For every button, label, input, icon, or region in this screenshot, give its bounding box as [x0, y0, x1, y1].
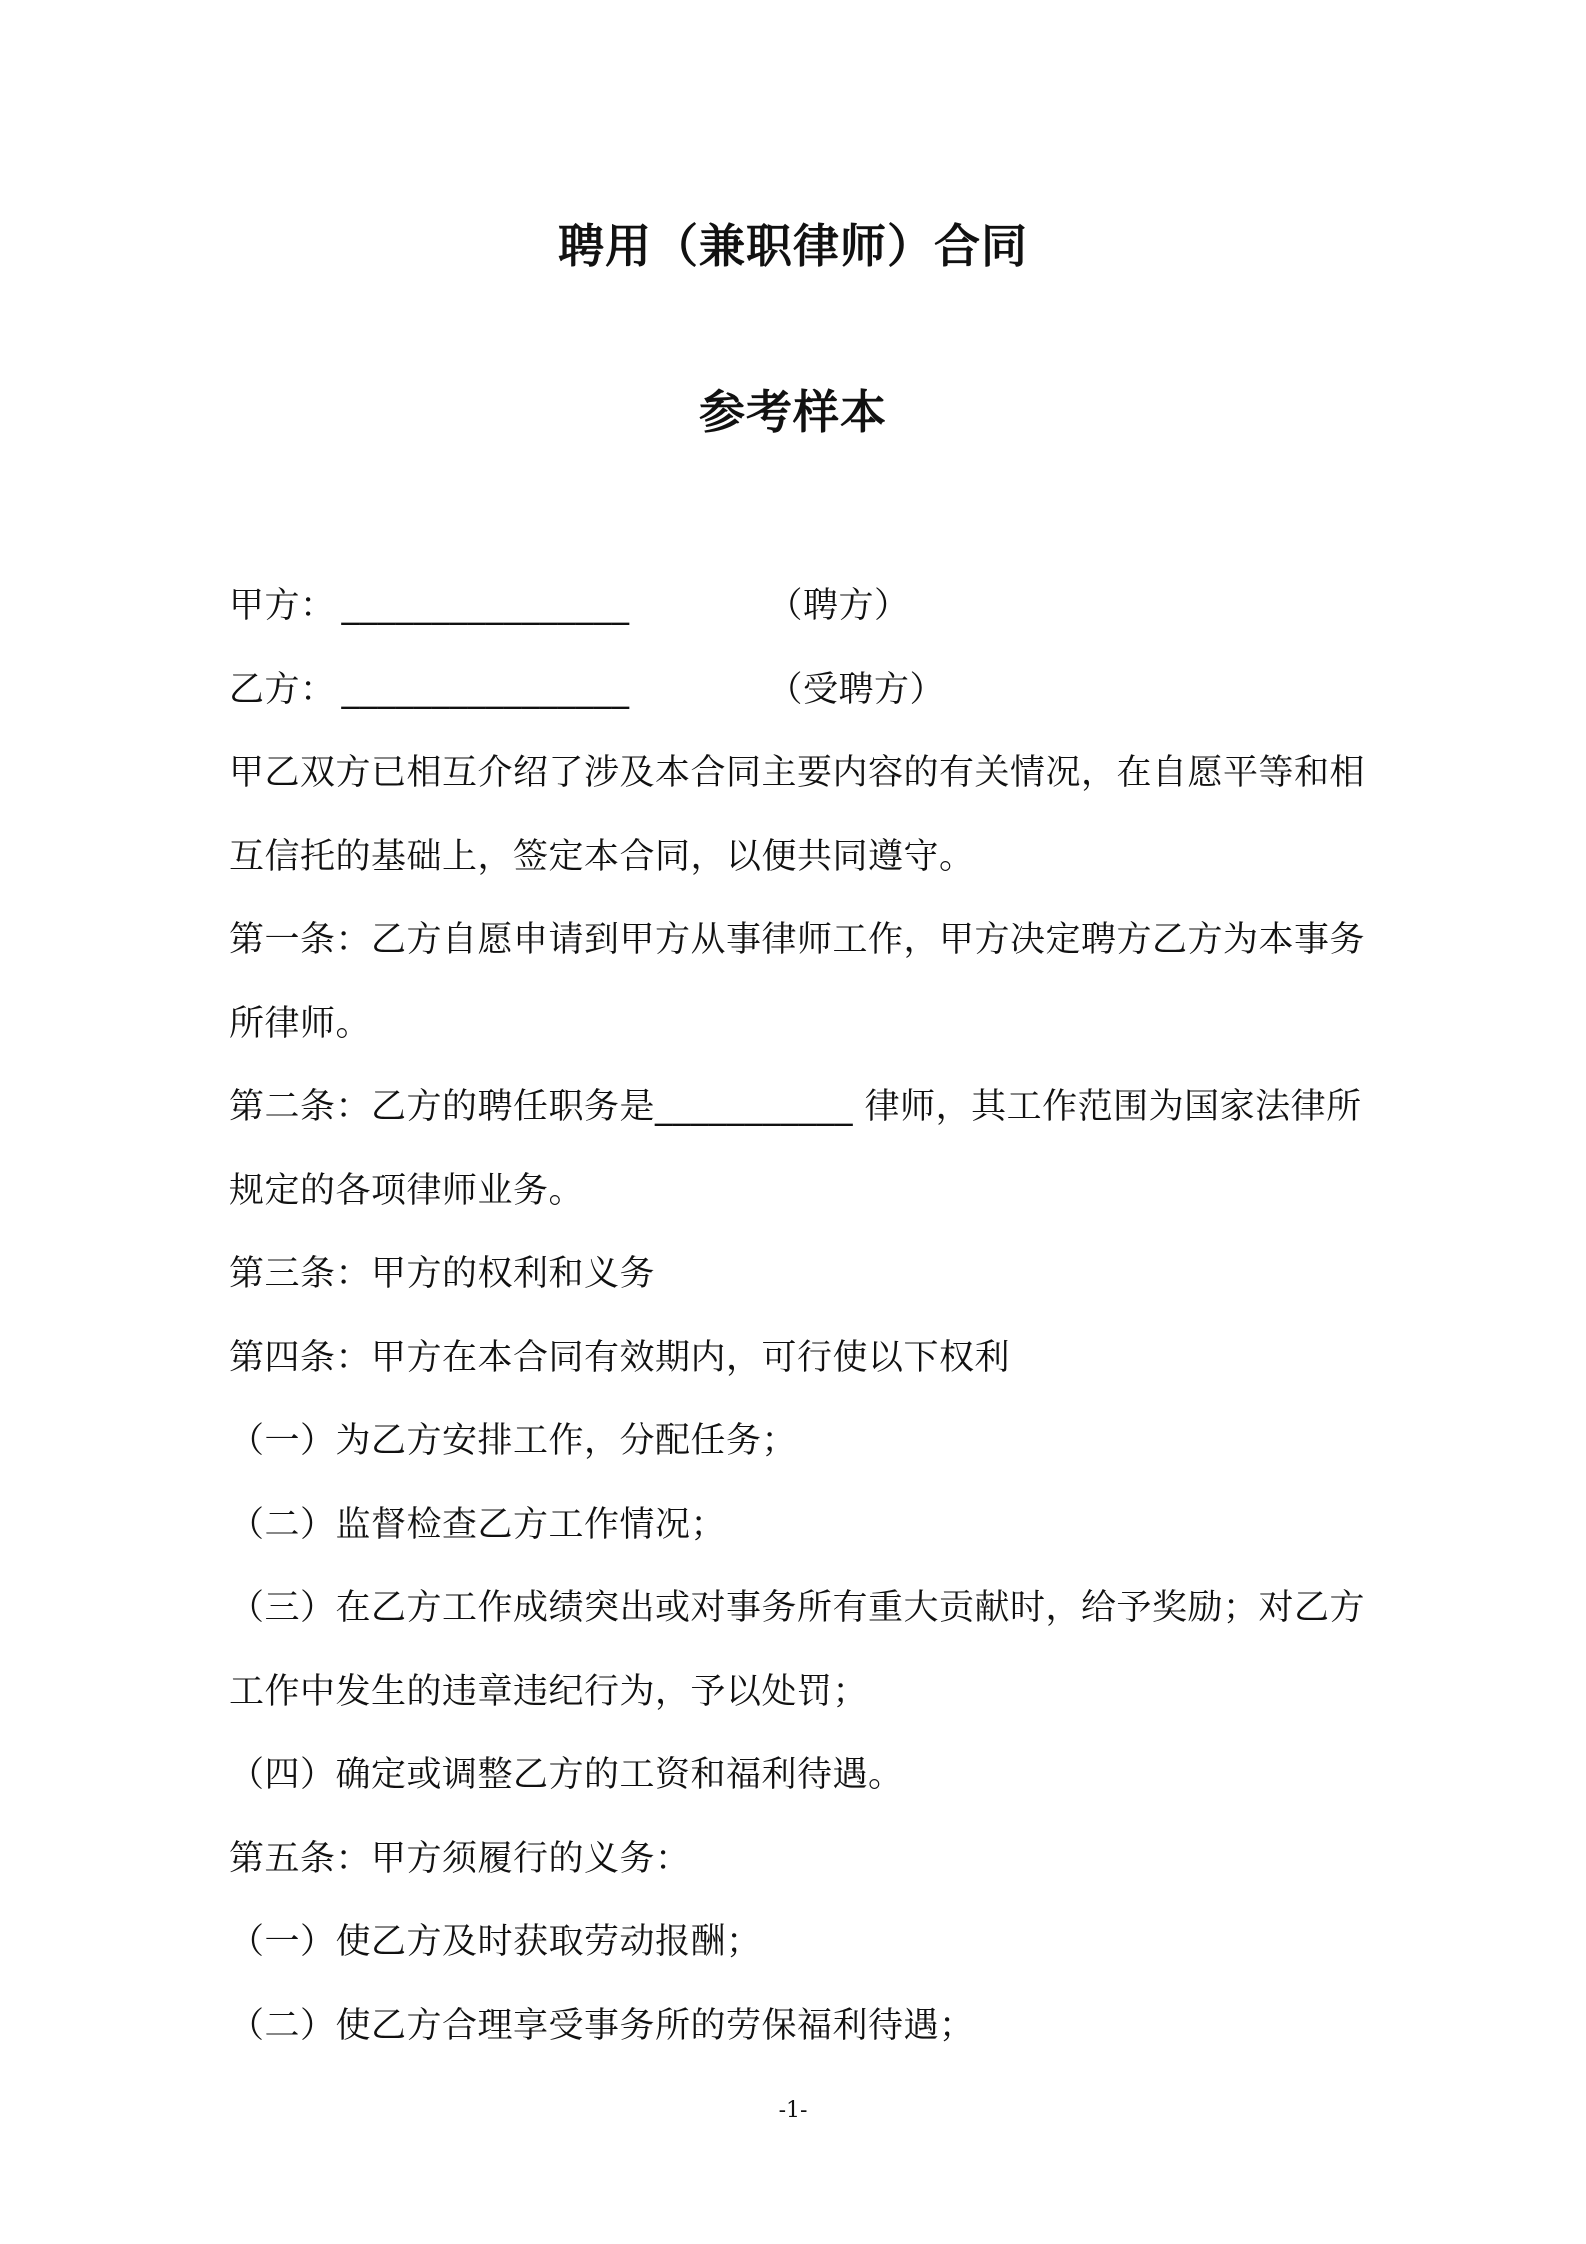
list-item: （一）使乙方及时获取劳动报酬；	[229, 1922, 762, 1962]
document-subtitle: 参考样本	[699, 385, 887, 439]
article-2-line: 第二条：乙方的聘任职务是___________ 律师，其工作范围为国家法律所	[229, 1087, 1362, 1127]
party-b-line	[229, 660, 1439, 744]
article-4-line: 第四条：甲方在本合同有效期内，可行使以下权利	[229, 1337, 1011, 1378]
text-line: 互信托的基础上，签定本合同，以便共同遵守。	[229, 836, 975, 877]
document-title: 聘用（兼职律师）合同	[558, 219, 1028, 273]
text-line: 所律师。	[229, 1003, 372, 1044]
page-number: -1-	[778, 2098, 808, 2123]
list-item: （四）确定或调整乙方的工资和福利待遇。	[229, 1755, 904, 1795]
party-a-label: 甲方：	[229, 586, 336, 626]
article-5-line: 第五条：甲方须履行的义务：	[229, 1838, 691, 1879]
list-item: （二）监督检查乙方工作情况；	[229, 1504, 727, 1545]
party-b-role: （受聘方）	[767, 669, 946, 710]
list-item: （一）为乙方安排工作，分配任务；	[229, 1421, 798, 1461]
article-1-line: 第一条：乙方自愿申请到甲方从事律师工作，甲方决定聘方乙方为本事务	[229, 920, 1366, 960]
article-3-line: 第三条：甲方的权利和义务	[229, 1254, 656, 1294]
party-a-line	[229, 576, 1439, 660]
text-line: 甲乙双方已相互介绍了涉及本合同主要内容的有关情况，在自愿平等和相	[229, 753, 1366, 793]
party-a-role: （聘方）	[767, 586, 910, 626]
party-b-blank: ________________	[341, 669, 630, 710]
party-b-label: 乙方：	[229, 669, 336, 710]
text-line: 工作中发生的违章违纪行为，予以处罚；	[229, 1671, 869, 1712]
text-line: 规定的各项律师业务。	[229, 1170, 585, 1211]
list-item: （二）使乙方合理享受事务所的劳保福利待遇；	[229, 2005, 975, 2046]
list-item: （三）在乙方工作成绩突出或对事务所有重大贡献时，给予奖励；对乙方	[229, 1588, 1366, 1628]
document-body	[229, 576, 1439, 2079]
party-a-blank: ________________	[341, 586, 630, 626]
